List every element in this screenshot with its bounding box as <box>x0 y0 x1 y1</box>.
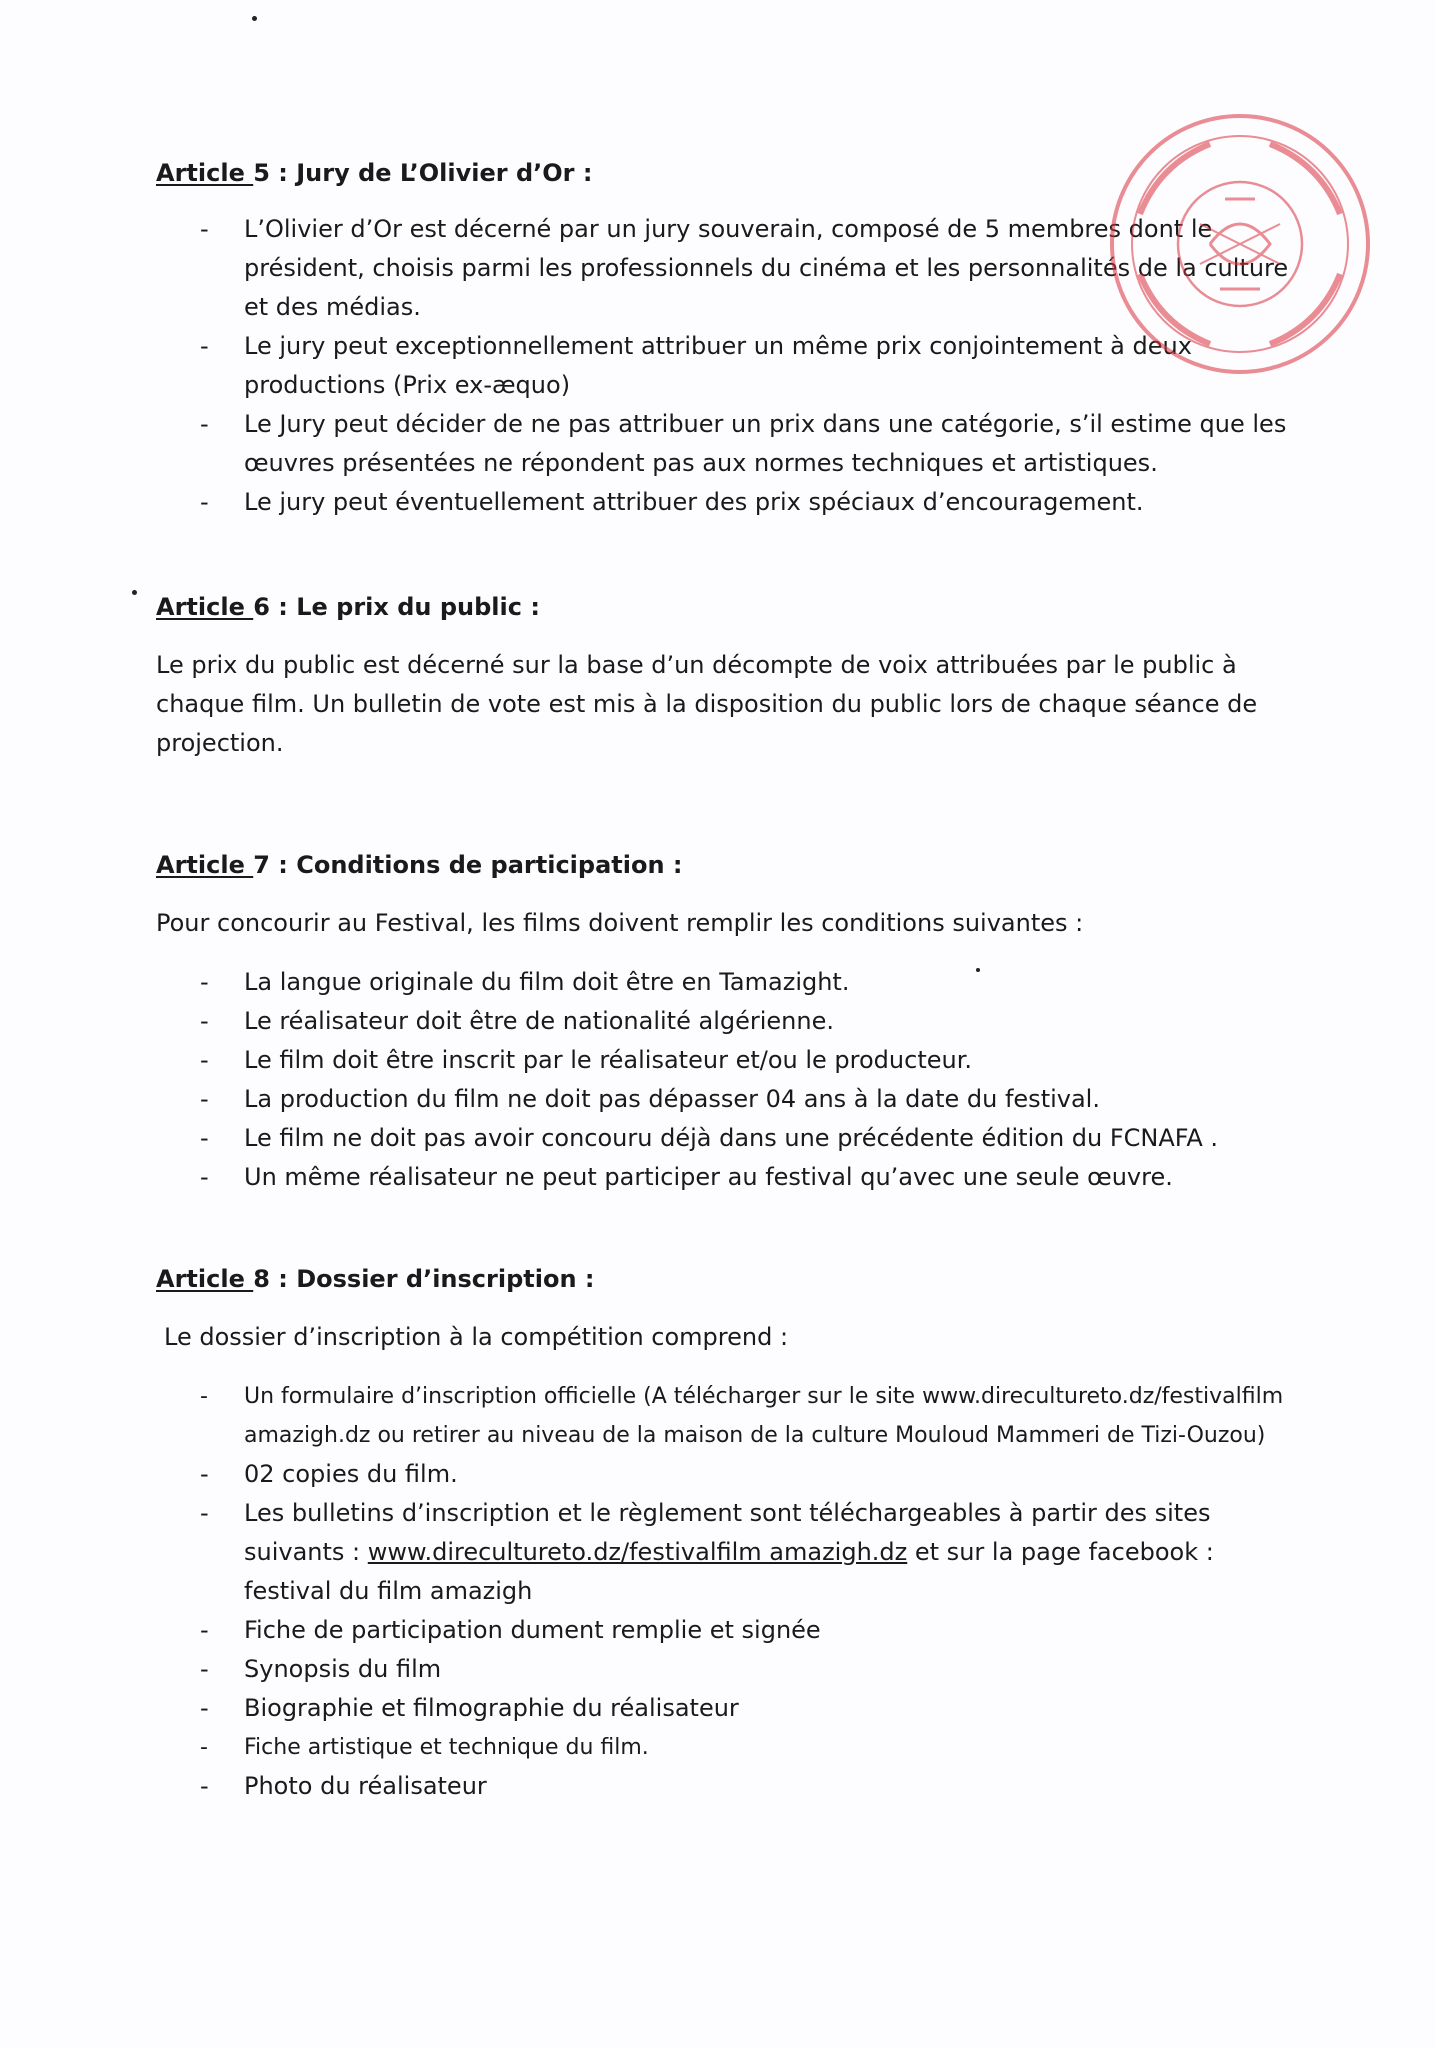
article-7 <box>156 848 1296 1197</box>
list-item: - Fiche de participation dument remplie et signée <box>156 1611 1296 1650</box>
article-8-list <box>156 1377 1296 1806</box>
list-item: - Le film doit être inscrit par le réalisateur et/ou le producteur. <box>156 1041 1296 1080</box>
article-8-heading: Article 8 : Dossier d’inscription : <box>156 1265 595 1293</box>
list-item: - Le film ne doit pas avoir concouru déjà dans une précédente édition du FCNAFA . <box>156 1119 1296 1158</box>
article-7-intro: Pour concourir au Festival, les films doivent remplir les conditions suivantes : <box>156 909 1084 937</box>
article-7-list <box>156 963 1296 1197</box>
list-item: - La langue originale du film doit être en Tamazight. <box>156 963 1296 1002</box>
official-stamp-icon <box>1100 104 1380 384</box>
festival-site-link[interactable]: www.direcultureto.dz/festivalfilm amazigh.dz <box>367 1538 908 1566</box>
list-item: - Synopsis du film <box>156 1650 1296 1689</box>
list-item: - Un même réalisateur ne peut participer au festival qu’avec une seule œuvre. <box>156 1158 1296 1197</box>
list-item: - L’Olivier d’Or est décerné par un jury souverain, composé de 5 membres dont le président, choisis parmi les professionnels du cinéma et les personnalités de la culture et des médias. <box>156 210 1296 327</box>
list-item: - Le réalisateur doit être de nationalité algérienne. <box>156 1002 1296 1041</box>
list-item: - La production du film ne doit pas dépasser 04 ans à la date du festival. <box>156 1080 1296 1119</box>
article-8-intro: Le dossier d’inscription à la compétition comprend : <box>164 1323 789 1351</box>
article-6 <box>156 590 1296 763</box>
article-8 <box>156 1262 1296 1806</box>
list-item: - Le Jury peut décider de ne pas attribuer un prix dans une catégorie, s’il estime que les œuvres présentées ne répondent pas aux normes techniques et artistiques. <box>156 405 1296 483</box>
list-item: - Photo du réalisateur <box>156 1767 1296 1806</box>
list-item: - Le jury peut exceptionnellement attribuer un même prix conjointement à deux productions (Prix ex-æquo) <box>156 327 1296 405</box>
list-item: - Biographie et filmographie du réalisateur <box>156 1689 1296 1728</box>
article-5-heading: Article 5 : Jury de L’Olivier d’Or : <box>156 159 593 187</box>
list-item: - 02 copies du film. <box>156 1455 1296 1494</box>
scan-speck <box>252 16 257 21</box>
list-item: - Les bulletins d’inscription et le règlement sont téléchargeables à partir des sites suivants : www.direcultureto.dz/festivalfilm amazigh.dz et sur la page facebook : festival du film amazigh <box>156 1494 1296 1611</box>
list-item: - Fiche artistique et technique du film. <box>156 1728 1296 1767</box>
article-6-text: Le prix du public est décerné sur la base d’un décompte de voix attribuées par le public à chaque film. Un bulletin de vote est mis à la disposition du public lors de chaque séance de projection. <box>156 651 1258 757</box>
list-item: - Le jury peut éventuellement attribuer des prix spéciaux d’encouragement. <box>156 483 1296 522</box>
list-item: - Un formulaire d’inscription officielle (A télécharger sur le site www.direcultureto.dz/festivalfilm amazigh.dz ou retirer au niveau de la maison de la culture Mouloud Mammeri de Tizi-Ouzou) <box>156 1377 1296 1455</box>
article-6-heading: Article 6 : Le prix du public : <box>156 593 540 621</box>
scan-speck <box>132 590 137 595</box>
article-7-heading: Article 7 : Conditions de participation : <box>156 851 683 879</box>
